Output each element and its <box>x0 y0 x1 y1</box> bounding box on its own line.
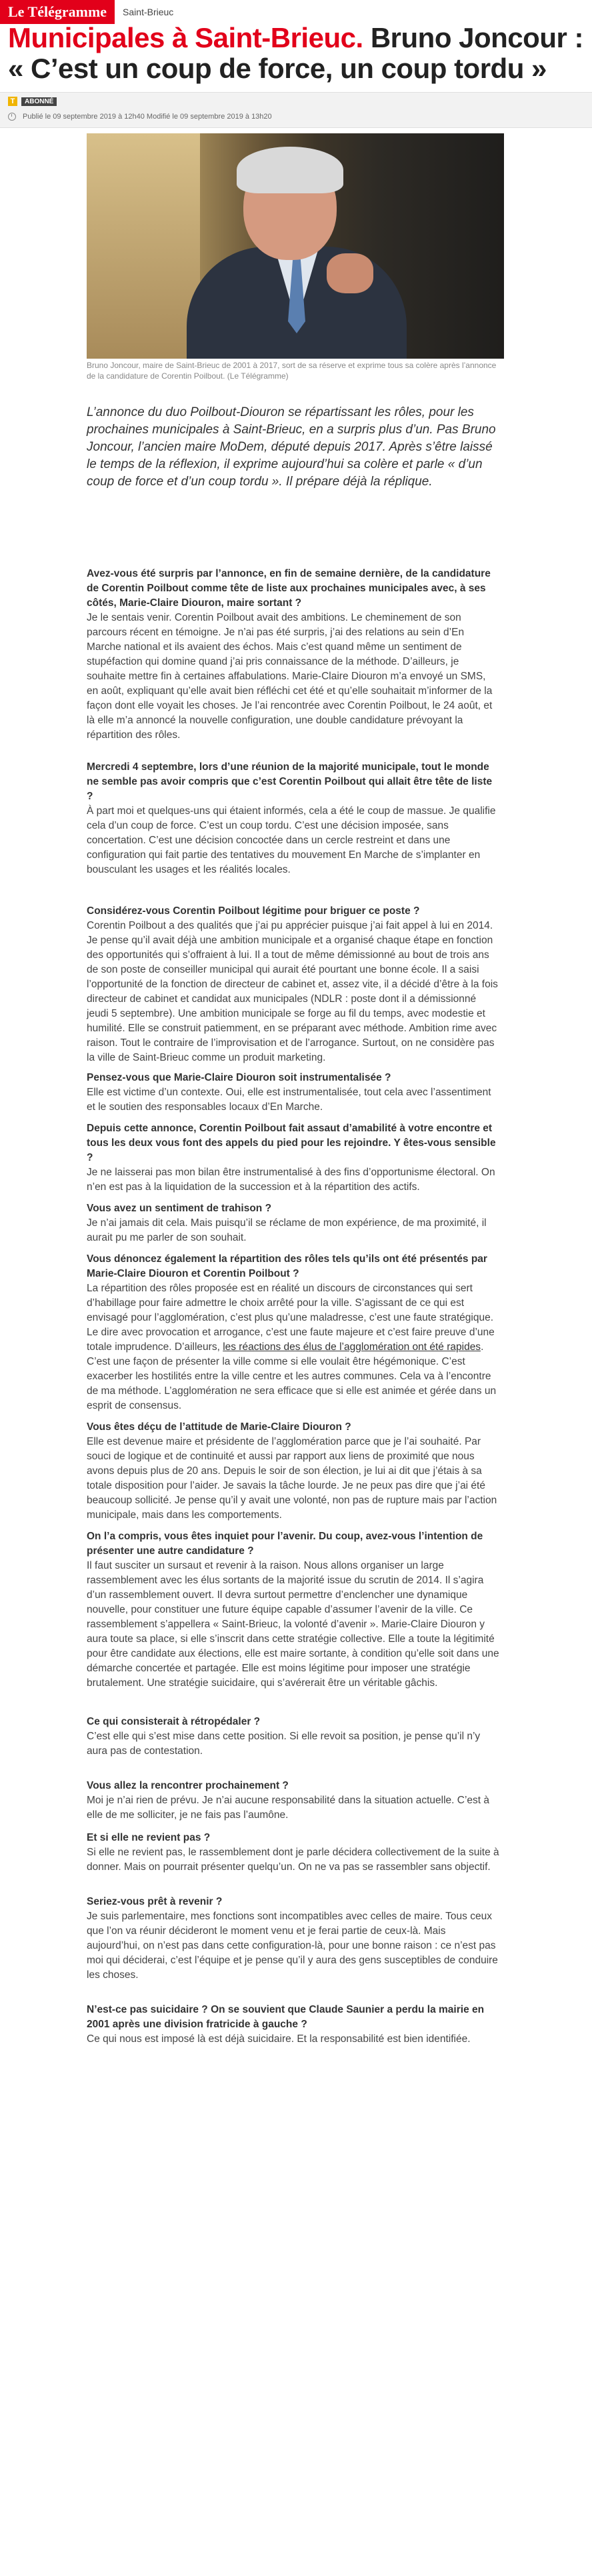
title-location: Municipales à Saint-Brieuc. <box>8 22 363 53</box>
answer-1: Je le sentais venir. Corentin Poilbout avait des ambitions. Le cheminement de son parcours récent en témoigne. Je n’ai pas été surpris, j’ai des relations au sein d’En Marche national et ils avaient des échos. Mais c’est quand même un sentiment de stupéfaction qui domine quand j’ai pris connaissance de la méthode. D’ailleurs, je souhaite mettre fin à certaines affabulations. Marie-Claire Diouron m’a envoyé un SMS, en août, expliquant qu’elle avait bien réfléchi cet été et qu’elle souhaitait m’informer de la façon dont elle voyait les choses. Je l’ai rencontrée avec Corentin Poilbout, le 24 août, et là elle m’a annoncé la nouvelle configuration, une double candidature prévoyant la répartition des rôles. <box>87 612 493 741</box>
top-bar <box>0 0 592 24</box>
question-11: Vous allez la rencontrer prochainement ? <box>87 1780 289 1791</box>
answer-13: Je suis parlementaire, mes fonctions sont incompatibles avec celles de maire. Tous ceux que l’on va réunir décideront le moment venu et je ferai partie de ceux-là. Mais aujourd’hui, on n’est pas dans cette configuration-là, pour une bonne raison : ce n’est pas moi qui déciderai, c’est l’équipe et je pense qu’il y aura des gens susceptibles de conduire les choses. <box>87 1911 498 1981</box>
page-title <box>8 23 588 84</box>
question-5: Depuis cette annonce, Corentin Poilbout fait assaut d’amabilité à votre encontre et tous les deux vous font des appels du pied pour les rejoindre. Y êtes-vous sensible ? <box>87 1123 496 1163</box>
answer-2: À part moi et quelques-uns qui étaient informés, cela a été le coup de massue. Je qualifie cela d’un coup de force. C’est un coup tordu. C’est une décision imposée, sans concertation. C’est une décision concoctée dans un cercle restreint et dans une configuration qui fait partie des tentatives du mouvement En Marche de s’implanter en bousculant les usages et les réalités locales. <box>87 805 496 875</box>
question-8: Vous êtes déçu de l’attitude de Marie-Claire Diouron ? <box>87 1421 351 1433</box>
answer-10: C’est elle qui s’est mise dans cette position. Si elle revoit sa position, je pense qu’il n’y aura pas de contestation. <box>87 1731 481 1757</box>
question-3: Considérez-vous Corentin Poilbout légitime pour briguer ce poste ? <box>87 905 420 917</box>
photo-background <box>87 133 200 359</box>
question-13: Seriez-vous prêt à revenir ? <box>87 1896 223 1907</box>
article-photo[interactable] <box>87 133 504 359</box>
telegramme-t-icon: T <box>8 97 17 106</box>
answer-4: Elle est victime d’un contexte. Oui, elle est instrumentalisée, tout cela avec l’assentiment et le soutien des responsables locaux d’En Marche. <box>87 1087 491 1113</box>
question-12: Et si elle ne revient pas ? <box>87 1832 211 1843</box>
meta-band <box>0 92 592 128</box>
brand-logo[interactable]: Le Télégramme <box>0 0 115 24</box>
photo-caption: Bruno Joncour, maire de Saint-Brieuc de 2001 à 2017, sort de sa réserve et exprime tous sa colère après l’annonce de la candidature de Corentin Poilbout. (Le Télégramme) <box>87 361 497 381</box>
question-2: Mercredi 4 septembre, lors d’une réunion de la majorité municipale, tout le monde ne semble pas avoir compris que c’est Corentin Poilbout qui allait être tête de liste ? <box>87 761 493 802</box>
answer-9: Il faut susciter un sursaut et revenir à la raison. Nous allons organiser un large rassemblement avec les élus sortants de la majorité issue du scrutin de 2014. Il s’agira d’un rassemblement ouvert. Il devra surtout permettre d’enclencher une dynamique nouvelle, pour constituer une future équipe capable d’assumer l’avenir de la ville. Ce rassemblement s’appellera « Saint-Brieuc, la volonté d’avenir ». Marie-Claire Diouron y aura toute sa place, si elle s’inscrit dans cette stratégie collective. Elle a toute la légitimité pour être candidate aux élections, elle est maire sortante, à condition qu’elle soit dans une démarche concertée et partagée. Elle est moins légitime pour imposer une stratégie brutalement. Une stratégie suicidaire, qui s’avérerait être un véritable gâchis. <box>87 1560 499 1689</box>
question-6: Vous avez un sentiment de trahison ? <box>87 1203 272 1214</box>
publish-date: Publié le 09 septembre 2019 à 12h40 Modifié le 09 septembre 2019 à 13h20 <box>23 113 272 121</box>
answer-11: Moi je n’ai rien de prévu. Je n’ai aucune responsabilité dans la situation actuelle. C’est à elle de me solliciter, je ne fais pas l’aumône. <box>87 1795 489 1821</box>
answer-12: Si elle ne revient pas, le rassemblement dont je parle décidera collectivement de la suite à donner. Mais on pourrait présenter quelqu’un. On ne va pas se rassembler sans objectif. <box>87 1847 499 1873</box>
question-10: Ce qui consisterait à rétropédaler ? <box>87 1716 261 1727</box>
publish-info <box>8 113 272 121</box>
answer-7-part-1: La répartition des rôles proposée est en réalité un discours de circonstances qui sert d’habillage pour faire admettre le choix arrêté pour la ville. S’agissant de ce qui est envisagé pour l’agglomération, c’est plus qu’une maladresse, c’est une faute stratégique. Le dire avec provocation et arrogance, c’est une faute majeure et c’est faire preuve d’une totale imprudence. D’ailleurs, <box>87 1283 495 1353</box>
question-4: Pensez-vous que Marie-Claire Diouron soit instrumentalisée ? <box>87 1072 391 1083</box>
article-lead: L’annonce du duo Poilbout-Diouron se répartissant les rôles, pour les prochaines municipales à Saint-Brieuc, en a surpris plus d’un. Pas Bruno Joncour, l’ancien maire MoDem, député depuis 2017. Après s’être laissé le temps de la réflexion, il exprime aujourd’hui sa colère et parle « d’un coup de force et d’un coup tordu ». Il prépare déjà la réplique. <box>87 405 496 489</box>
answer-3: Corentin Poilbout a des qualités que j’ai pu apprécier puisque j’ai fait appel à lui en 2014. Je pense qu’il avait déjà une ambition municipale et a organisé chaque étape en fonction des opportunités qui s’offraient à lui. Il a tout de même démissionné au bout de trois ans de son poste de conseiller municipal qui aurait été pourtant une bonne école. Il a saisi l’opportunité de la fonction de directeur de cabinet et, assez vite, il a décidé d’être à la fois directeur de cabinet et candidat aux municipales (NDLR : poste dont il a démissionné jeudi 5 septembre). Une ambition municipale se forge au fil du temps, avec modestie et humilité. Elle se construit patiemment, en se préparant avec méthode. Ambition rime avec raison. Tout le contraire de l’improvisation et de l’arrogance. Surtout, on ne considère pas la ville de Saint-Brieuc comme un produit marketing. <box>87 920 498 1063</box>
article-body <box>87 567 500 2047</box>
answer-14: Ce qui nous est imposé là est déjà suicidaire. Et la responsabilité est bien identifiée. <box>87 2033 471 2045</box>
question-7: Vous dénoncez également la répartition des rôles tels qu’ils ont été présentés par Marie-Claire Diouron et Corentin Poilbout ? <box>87 1253 487 1279</box>
photo-hand <box>327 253 373 293</box>
subscriber-badge <box>8 97 57 106</box>
subscriber-label: ABONNÉ <box>21 97 57 106</box>
clock-icon <box>8 113 16 121</box>
answer-6: Je n’ai jamais dit cela. Mais puisqu’il se réclame de mon expérience, de ma proximité, il aurait pu me parler de son souhait. <box>87 1217 487 1243</box>
title-quote: Bruno Joncour : « C’est un coup de force, un coup tordu » <box>8 22 583 84</box>
answer-7-part-2: . C’est une façon de présenter la ville comme si elle voulait être hégémonique. C’est exacerber les hostilités entre la ville centre et les autres communes. Cela va à l’encontre de ma méthode. L’agglomération ne sera efficace que si elle est animée et gérée dans un esprit de consensus. <box>87 1341 497 1411</box>
answer-8: Elle est devenue maire et présidente de l’agglomération parce que je l’ai souhaité. Par souci de logique et de continuité et aussi par rapport aux liens de proximité que nous avons depuis plus de 20 ans. Depuis le soir de son élection, je lui ai dit que j’étais à sa totale disposition pour l’aider. Je savais la tâche lourde. Je ne peux pas dire que j’ai été beaucoup sollicité. Je pense qu’il y avait une volonté, non pas de rupture mais par l’action municipale, mais dans les comportements. <box>87 1436 497 1521</box>
breadcrumb[interactable]: Saint-Brieuc <box>123 7 174 17</box>
photo-hair <box>237 147 343 193</box>
question-9: On l’a compris, vous êtes inquiet pour l’avenir. Du coup, avez-vous l’intention de présenter une autre candidature ? <box>87 1531 483 1557</box>
question-1: Avez-vous été surpris par l’annonce, en fin de semaine dernière, de la candidature de Corentin Poilbout comme tête de liste aux prochaines municipales avec, à ses côtés, Marie-Claire Diouron, maire sortant ? <box>87 568 491 609</box>
answer-5: Je ne laisserai pas mon bilan être instrumentalisé à des fins d’opportunisme électoral. On n’en est pas à la liquidation de la succession et à la répartition des actifs. <box>87 1167 495 1193</box>
agglomeration-reactions-link[interactable]: les réactions des élus de l’agglomération ont été rapides <box>223 1341 481 1353</box>
answer-7 <box>87 1281 500 1413</box>
question-14: N’est-ce pas suicidaire ? On se souvient que Claude Saunier a perdu la mairie en 2001 après une division fratricide à gauche ? <box>87 2004 485 2030</box>
